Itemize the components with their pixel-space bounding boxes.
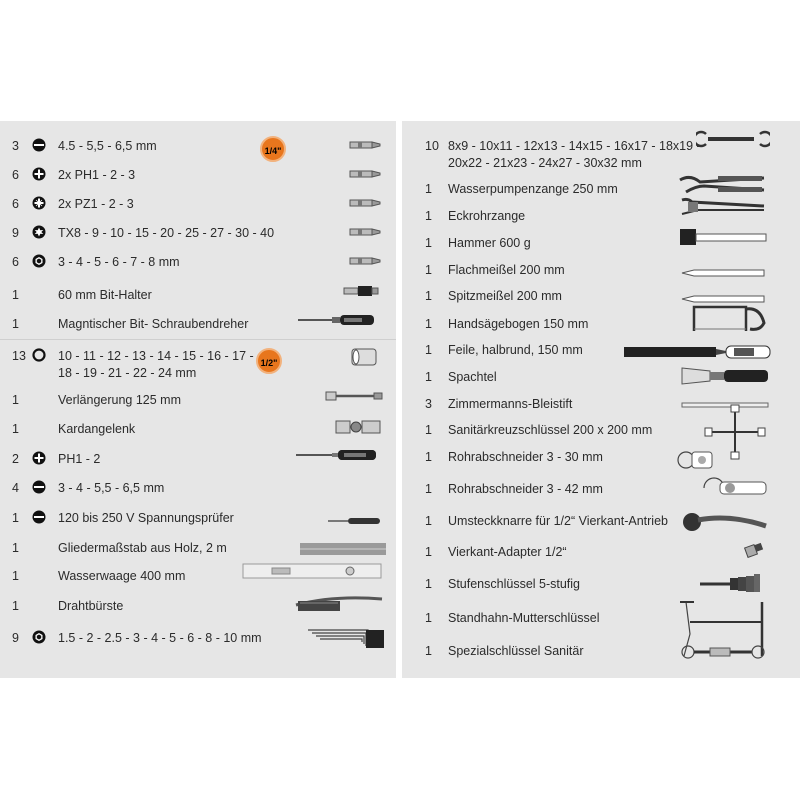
- quantity: 1: [425, 263, 432, 277]
- item-description: Gliedermaßstab aus Holz, 2 m: [58, 541, 227, 555]
- item-description: Wasserpumpenzange 250 mm: [448, 182, 618, 196]
- quantity: 1: [425, 289, 432, 303]
- quantity: 9: [12, 226, 19, 240]
- ruler-icon: [300, 542, 386, 560]
- quantity: 1: [425, 370, 432, 384]
- quantity: 1: [425, 514, 432, 528]
- quantity: 1: [12, 541, 19, 555]
- level-icon: [242, 562, 382, 585]
- half-inch-badge: 1/2": [256, 348, 282, 374]
- quantity: 1: [425, 182, 432, 196]
- quantity: 1: [425, 545, 432, 559]
- quantity: 1: [12, 511, 19, 525]
- item-description: Kardangelenk: [58, 422, 136, 436]
- hacksaw-icon: [690, 303, 770, 338]
- item-description: Rohrabschneider 3 - 42 mm: [448, 482, 603, 496]
- hex-drive-icon: [32, 630, 46, 644]
- quantity: 2: [12, 452, 19, 466]
- pipe-cutter-icon: [700, 474, 770, 505]
- socket-icon: [350, 346, 380, 373]
- quantity: 1: [425, 209, 432, 223]
- item-description: TX8 - 9 - 10 - 15 - 20 - 25 - 27 - 30 - 40: [58, 226, 275, 240]
- item-description: Eckrohrzange: [448, 209, 526, 223]
- pozidriv-drive-icon: [32, 196, 46, 210]
- bit-slot-icon: [346, 138, 386, 156]
- slotted-drive-icon: [32, 480, 46, 494]
- item-description: 2x PH1 - 2 - 3: [58, 168, 136, 182]
- item-description: Flachmeißel 200 mm: [448, 263, 565, 277]
- quantity: 1: [12, 288, 19, 302]
- item-description: Spezialschlüssel Sanitär: [448, 644, 584, 658]
- item-description: Vierkant-Adapter 1/2“: [448, 545, 567, 559]
- ujoint-icon: [334, 418, 384, 441]
- quantity: 1: [12, 599, 19, 613]
- item-description: Sanitärkreuzschlüssel 200 x 200 mm: [448, 423, 653, 437]
- quantity: 1: [425, 611, 432, 625]
- quantity: 1: [425, 343, 432, 357]
- item-description: 4.5 - 5,5 - 6,5 mm: [58, 139, 157, 153]
- item-description: 1.5 - 2 - 2.5 - 3 - 4 - 5 - 6 - 8 - 10 mm: [58, 631, 262, 645]
- item-description: Drahtbürste: [58, 599, 124, 613]
- torx-drive-icon: [32, 225, 46, 239]
- socket-drive-icon: [32, 348, 46, 362]
- quantity: 1: [12, 569, 19, 583]
- slotted-drive-icon: [32, 510, 46, 524]
- quantity: 1: [425, 577, 432, 591]
- quantity: 6: [12, 168, 19, 182]
- item-description: Umsteckknarre für 1/2“ Vierkant-Antrieb: [448, 514, 668, 528]
- quantity: 1: [12, 393, 19, 407]
- item-description: 60 mm Bit-Halter: [58, 288, 152, 302]
- phillips-drive-icon: [32, 451, 46, 465]
- ratchet-icon: [680, 510, 770, 539]
- quantity: 13: [12, 349, 26, 363]
- item-description-continued: 18 - 19 - 21 - 22 - 24 mm: [58, 366, 197, 380]
- quantity: 1: [425, 423, 432, 437]
- special-wrench-icon: [680, 642, 766, 667]
- phillips-drive-icon: [32, 167, 46, 181]
- item-description: Handsägebogen 150 mm: [448, 317, 589, 331]
- screwdriver-icon: [294, 448, 378, 467]
- item-description: 2x PZ1 - 2 - 3: [58, 197, 134, 211]
- quantity: 9: [12, 631, 19, 645]
- tester-icon: [326, 513, 382, 531]
- quantity: 1: [425, 236, 432, 250]
- quantity: 6: [12, 255, 19, 269]
- hex-drive-icon: [32, 254, 46, 268]
- spanner-icon: [696, 130, 770, 153]
- item-description: Hammer 600 g: [448, 236, 531, 250]
- item-description: Zimmermanns-Bleistift: [448, 397, 573, 411]
- item-description: Verlängerung 125 mm: [58, 393, 181, 407]
- item-description: 10 - 11 - 12 - 13 - 14 - 15 - 16 - 17 -: [58, 349, 254, 363]
- item-description: Wasserwaage 400 mm: [58, 569, 186, 583]
- brush-icon: [294, 593, 384, 618]
- item-description: Stufenschlüssel 5-stufig: [448, 577, 581, 591]
- item-description: Spachtel: [448, 370, 497, 384]
- item-description: Magntischer Bit- Schraubendreher: [58, 317, 249, 331]
- quarter-inch-badge: 1/4": [260, 136, 286, 162]
- item-description: 120 bis 250 V Spannungsprüfer: [58, 511, 234, 525]
- bit-holder-icon: [342, 284, 382, 303]
- quantity: 1: [425, 450, 432, 464]
- quantity: 3: [425, 397, 432, 411]
- item-description: Standhahn-Mutterschlüssel: [448, 611, 600, 625]
- bit-torx-icon: [346, 225, 386, 243]
- flat-chisel-icon: [680, 265, 766, 283]
- item-description: 8x9 - 10x11 - 12x13 - 14x15 - 16x17 - 18x19 -: [448, 139, 701, 153]
- bit-hex-icon: [346, 254, 386, 272]
- bit-phillips-icon: [346, 167, 386, 185]
- pipe-cutter-small-icon: [676, 444, 716, 475]
- quantity: 1: [425, 644, 432, 658]
- hexkeys-icon: [306, 624, 386, 655]
- item-description: PH1 - 2: [58, 452, 101, 466]
- screwdriver-bit-icon: [296, 313, 376, 332]
- quantity: 1: [12, 422, 19, 436]
- hammer-icon: [678, 226, 768, 253]
- quantity: 10: [425, 139, 439, 153]
- quantity: 1: [12, 317, 19, 331]
- quantity: 1: [425, 317, 432, 331]
- item-description: Feile, halbrund, 150 mm: [448, 343, 583, 357]
- quantity: 6: [12, 197, 19, 211]
- item-description-continued: 20x22 - 21x23 - 24x27 - 30x32 mm: [448, 156, 642, 170]
- pipe-wrench-icon: [678, 196, 768, 223]
- file-icon: [622, 343, 772, 366]
- spatula-icon: [680, 366, 770, 391]
- step-wrench-icon: [696, 568, 762, 599]
- slotted-drive-icon: [32, 138, 46, 152]
- item-description: Spitzmeißel 200 mm: [448, 289, 562, 303]
- bit-pozi-icon: [346, 196, 386, 214]
- extension-icon: [324, 389, 384, 408]
- quantity: 3: [12, 139, 19, 153]
- adapter-icon: [742, 542, 766, 563]
- item-description: 3 - 4 - 5,5 - 6,5 mm: [58, 481, 165, 495]
- item-description: Rohrabschneider 3 - 30 mm: [448, 450, 603, 464]
- item-description: 3 - 4 - 5 - 6 - 7 - 8 mm: [58, 255, 180, 269]
- section-divider: [0, 339, 396, 340]
- quantity: 1: [425, 482, 432, 496]
- quantity: 4: [12, 481, 19, 495]
